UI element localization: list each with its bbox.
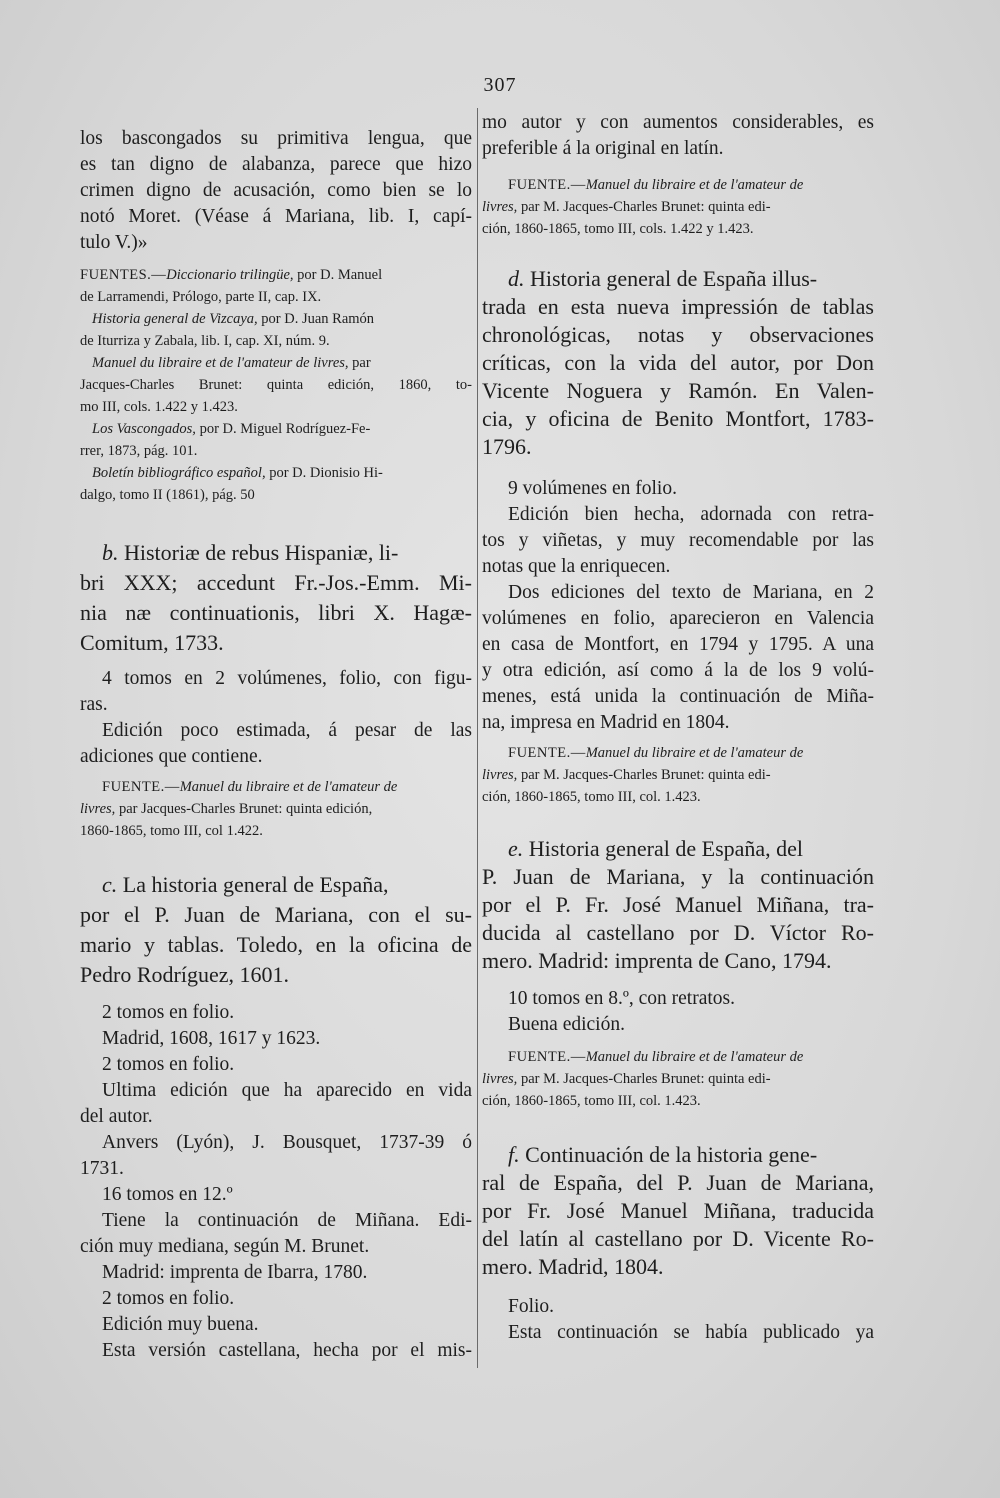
right-d-line: [482, 432, 874, 462]
source-title: Manuel du libraire et de l'amateur de: [179, 779, 398, 795]
line-text: Esta continuación se había publicado ya: [508, 1322, 874, 1343]
left-c-line: [80, 1156, 472, 1182]
line-text: por Fr. José Manuel Miñana, traducida: [482, 1198, 874, 1223]
line-text: par M. Jacques-Charles Brunet: quinta edi-: [517, 199, 771, 215]
right-e-line: [482, 1012, 874, 1038]
left-c-line: [80, 1000, 472, 1026]
right-f-line: [482, 1168, 874, 1198]
source-label: FUENTE.—: [508, 1049, 586, 1065]
right-e-line: [482, 1046, 874, 1068]
left-c-line: [80, 960, 472, 990]
line-text: volúmenes en folio, aparecieron en Valencia: [482, 608, 874, 629]
source-title: Diccionario trilingüe,: [166, 267, 294, 283]
left-c-line: [80, 1104, 472, 1130]
right-d-line: [482, 710, 874, 736]
source-title: livres,: [482, 1071, 518, 1087]
line-text: nia næ continuationis, libri X. Hagæ-: [80, 600, 472, 625]
line-text: tulo V.)»: [80, 232, 148, 253]
right-line: [482, 174, 874, 196]
line-text: ción, 1860-1865, tomo III, col. 1.423.: [482, 1093, 701, 1109]
line-text: mo autor y con aumentos considerables, es: [482, 112, 874, 133]
right-f-line: [482, 1320, 874, 1346]
left-c-line: [80, 1078, 472, 1104]
left-b-line: [80, 692, 472, 718]
line-text: Esta versión castellana, hecha por el mis-: [102, 1340, 472, 1361]
line-text: es tan digno de alabanza, parece que hizo: [80, 154, 472, 175]
right-e-line: [482, 918, 874, 948]
line-text: 1796.: [482, 434, 532, 459]
line-text: Folio.: [508, 1296, 555, 1317]
left-b-line: [80, 538, 472, 568]
line-text: Anvers (Lyón), J. Bousquet, 1737-39 ó: [102, 1132, 472, 1153]
left-line: [80, 264, 472, 286]
source-title: Manuel du libraire et de l'amateur de livres,: [92, 355, 349, 371]
line-text: 16 tomos en 12.º: [102, 1184, 233, 1205]
right-d-line: [482, 786, 874, 808]
line-text: par M. Jacques-Charles Brunet: quinta edi-: [517, 767, 771, 783]
line-text: Continuación de la historia gene-: [519, 1142, 818, 1167]
line-text: mero. Madrid: imprenta de Cano, 1794.: [482, 948, 832, 973]
left-b-line: [80, 776, 472, 798]
line-text: 2 tomos en folio.: [102, 1002, 235, 1023]
line-text: los bascongados su primitiva lengua, que: [80, 128, 472, 149]
line-text: 1860-1865, tomo III, col 1.422.: [80, 823, 263, 839]
right-e-line: [482, 834, 874, 864]
right-f-line: [482, 1294, 874, 1320]
left-line: [80, 330, 472, 352]
line-text: Dos ediciones del texto de Mariana, en 2: [508, 582, 874, 603]
line-text: ducida al castellano por D. Víctor Ro-: [482, 920, 874, 945]
line-text: Pedro Rodríguez, 1601.: [80, 962, 289, 987]
line-text: Historiæ de rebus Hispaniæ, li-: [118, 540, 399, 565]
line-text: menes, está unida la continuación de Miña-: [482, 686, 874, 707]
line-text: 4 tomos en 2 volúmenes, folio, con figu-: [102, 668, 472, 689]
right-d-line: [482, 348, 874, 378]
right-d-line: [482, 376, 874, 406]
line-text: de Larramendi, Prólogo, parte II, cap. IX.: [80, 289, 322, 305]
line-text: del autor.: [80, 1106, 153, 1127]
line-text: Jacques-Charles Brunet: quinta edición, 1860, to-: [80, 377, 472, 393]
line-text: por D. Dionisio Hi-: [265, 465, 383, 481]
line-text: 2 tomos en folio.: [102, 1054, 235, 1075]
line-text: cia, y oficina de Benito Montfort, 1783-: [482, 406, 874, 431]
source-title: Boletín bibliográfico español,: [92, 465, 266, 481]
line-text: Historia general de España, del: [523, 836, 804, 861]
line-text: mero. Madrid, 1804.: [482, 1254, 664, 1279]
right-d-line: [482, 502, 874, 528]
right-line: [482, 196, 874, 218]
right-d-line: [482, 404, 874, 434]
line-text: ción, 1860-1865, tomo III, cols. 1.422 y 1.423.: [482, 221, 754, 237]
source-label: FUENTE.—: [102, 779, 180, 795]
left-line: [80, 396, 472, 418]
line-text: Buena edición.: [508, 1014, 625, 1035]
source-title: Manuel du libraire et de l'amateur de: [585, 177, 804, 193]
line-text: par M. Jacques-Charles Brunet: quinta edi-: [517, 1071, 771, 1087]
right-d-line: [482, 606, 874, 632]
left-c-line: [80, 1208, 472, 1234]
right-f-line: [482, 1224, 874, 1254]
line-text: Madrid, 1608, 1617 y 1623.: [102, 1028, 321, 1049]
line-text: y otra edición, así como á la de los 9 volú-: [482, 660, 874, 681]
line-text: La historia general de España,: [117, 872, 389, 897]
left-b-line: [80, 820, 472, 842]
line-text: Madrid: imprenta de Ibarra, 1780.: [102, 1262, 368, 1283]
line-text: dalgo, tomo II (1861), pág. 50: [80, 487, 255, 503]
entry-letter: f.: [508, 1142, 520, 1167]
page-number: 307: [483, 74, 517, 96]
right-line: [482, 136, 874, 162]
source-label: FUENTE.—: [508, 745, 586, 761]
right-d-line: [482, 554, 874, 580]
left-c-line: [80, 1338, 472, 1364]
line-text: 2 tomos en folio.: [102, 1288, 235, 1309]
left-c-line: [80, 1182, 472, 1208]
line-text: crimen digno de acusación, como bien se lo: [80, 180, 472, 201]
line-text: preferible á la original en latín.: [482, 138, 724, 159]
line-text: por el P. Fr. José Manuel Miñana, tra-: [482, 892, 874, 917]
left-c-line: [80, 930, 472, 960]
left-b-line: [80, 598, 472, 628]
source-title: Manuel du libraire et de l'amateur de: [585, 1049, 804, 1065]
left-c-line: [80, 1260, 472, 1286]
line-text: notó Moret. (Véase á Mariana, lib. I, capí-: [80, 206, 472, 227]
entry-letter: e.: [508, 836, 524, 861]
right-d-line: [482, 528, 874, 554]
right-e-line: [482, 890, 874, 920]
line-text: na, impresa en Madrid en 1804.: [482, 712, 730, 733]
right-line: [482, 218, 874, 240]
source-title: Manuel du libraire et de l'amateur de: [585, 745, 804, 761]
line-text: por D. Miguel Rodríguez-Fe-: [195, 421, 371, 437]
left-b-line: [80, 666, 472, 692]
right-d-line: [482, 658, 874, 684]
line-text: por D. Manuel: [293, 267, 383, 283]
column-divider: [477, 108, 478, 1368]
left-line: [80, 230, 472, 256]
source-title: livres,: [80, 801, 116, 817]
line-text: Edición muy buena.: [102, 1314, 259, 1335]
source-title: livres,: [482, 199, 518, 215]
left-b-line: [80, 798, 472, 820]
right-e-line: [482, 1090, 874, 1112]
right-d-line: [482, 764, 874, 786]
entry-letter: c.: [102, 872, 118, 897]
source-title: Historia general de Vizcaya,: [92, 311, 258, 327]
line-text: P. Juan de Mariana, y la continuación: [482, 864, 874, 889]
line-text: bri XXX; accedunt Fr.-Jos.-Emm. Mi-: [80, 570, 472, 595]
line-text: adiciones que contiene.: [80, 746, 263, 767]
left-line: [80, 440, 472, 462]
line-text: en casa de Montfort, en 1794 y 1795. A una: [482, 634, 874, 655]
line-text: ral de España, del P. Juan de Mariana,: [482, 1170, 874, 1195]
left-c-line: [80, 1052, 472, 1078]
left-c-line: [80, 1286, 472, 1312]
right-d-line: [482, 580, 874, 606]
line-text: rrer, 1873, pág. 101.: [80, 443, 198, 459]
source-label: FUENTE.—: [508, 177, 586, 193]
right-e-line: [482, 1068, 874, 1090]
line-text: mo III, cols. 1.422 y 1.423.: [80, 399, 238, 415]
left-c-line: [80, 1312, 472, 1338]
left-line: [80, 152, 472, 178]
left-b-line: [80, 718, 472, 744]
line-text: Tiene la continuación de Miñana. Edi-: [102, 1210, 472, 1231]
right-line: [482, 110, 874, 136]
left-line: [80, 286, 472, 308]
left-line: [80, 204, 472, 230]
line-text: de Iturriza y Zabala, lib. I, cap. XI, núm. 9.: [80, 333, 330, 349]
left-line: [80, 126, 472, 152]
line-text: mario y tablas. Toledo, en la oficina de: [80, 932, 472, 957]
source-label: FUENTES.—: [80, 267, 167, 283]
line-text: trada en esta nueva impressión de tablas: [482, 294, 874, 319]
right-f-line: [482, 1252, 874, 1282]
line-text: Ultima edición que ha aparecido en vida: [102, 1080, 472, 1101]
left-line: [80, 418, 472, 440]
left-line: [80, 352, 472, 374]
line-text: críticas, con la vida del autor, por Don: [482, 350, 874, 375]
left-line: [80, 462, 472, 484]
left-c-line: [80, 1026, 472, 1052]
line-text: chronológicas, notas y observaciones: [482, 322, 874, 347]
line-text: ción muy mediana, según M. Brunet.: [80, 1236, 370, 1257]
line-text: Edición poco estimada, á pesar de las: [102, 720, 472, 741]
entry-letter: b.: [102, 540, 119, 565]
right-d-line: [482, 320, 874, 350]
left-c-line: [80, 870, 472, 900]
left-b-line: [80, 628, 472, 658]
line-text: Edición bien hecha, adornada con retra-: [508, 504, 874, 525]
source-title: Los Vascongados,: [92, 421, 196, 437]
line-text: por el P. Juan de Mariana, con el su-: [80, 902, 472, 927]
left-c-line: [80, 900, 472, 930]
left-line: [80, 178, 472, 204]
source-title: livres,: [482, 767, 518, 783]
right-e-line: [482, 986, 874, 1012]
line-text: par Jacques-Charles Brunet: quinta edición,: [115, 801, 373, 817]
line-text: Historia general de España illus-: [524, 266, 818, 291]
right-d-line: [482, 632, 874, 658]
right-d-line: [482, 684, 874, 710]
line-text: par: [348, 355, 371, 371]
left-b-line: [80, 568, 472, 598]
line-text: notas que la enriquecen.: [482, 556, 671, 577]
right-f-line: [482, 1196, 874, 1226]
right-d-line: [482, 476, 874, 502]
line-text: ras.: [80, 694, 108, 715]
line-text: 10 tomos en 8.º, con retratos.: [508, 988, 736, 1009]
line-text: tos y viñetas, y muy recomendable por las: [482, 530, 874, 551]
line-text: ción, 1860-1865, tomo III, col. 1.423.: [482, 789, 701, 805]
right-e-line: [482, 946, 874, 976]
left-line: [80, 484, 472, 506]
line-text: 1731.: [80, 1158, 124, 1179]
left-line: [80, 308, 472, 330]
line-text: Comitum, 1733.: [80, 630, 224, 655]
left-c-line: [80, 1234, 472, 1260]
right-f-line: [482, 1140, 874, 1170]
line-text: 9 volúmenes en folio.: [508, 478, 677, 499]
line-text: del latín al castellano por D. Vicente Ro-: [482, 1226, 874, 1251]
line-text: por D. Juan Ramón: [257, 311, 375, 327]
entry-letter: d.: [508, 266, 525, 291]
right-d-line: [482, 264, 874, 294]
left-line: [80, 374, 472, 396]
right-e-line: [482, 862, 874, 892]
left-c-line: [80, 1130, 472, 1156]
right-d-line: [482, 742, 874, 764]
right-d-line: [482, 292, 874, 322]
line-text: Vicente Noguera y Ramón. En Valen-: [482, 378, 874, 403]
left-b-line: [80, 744, 472, 770]
